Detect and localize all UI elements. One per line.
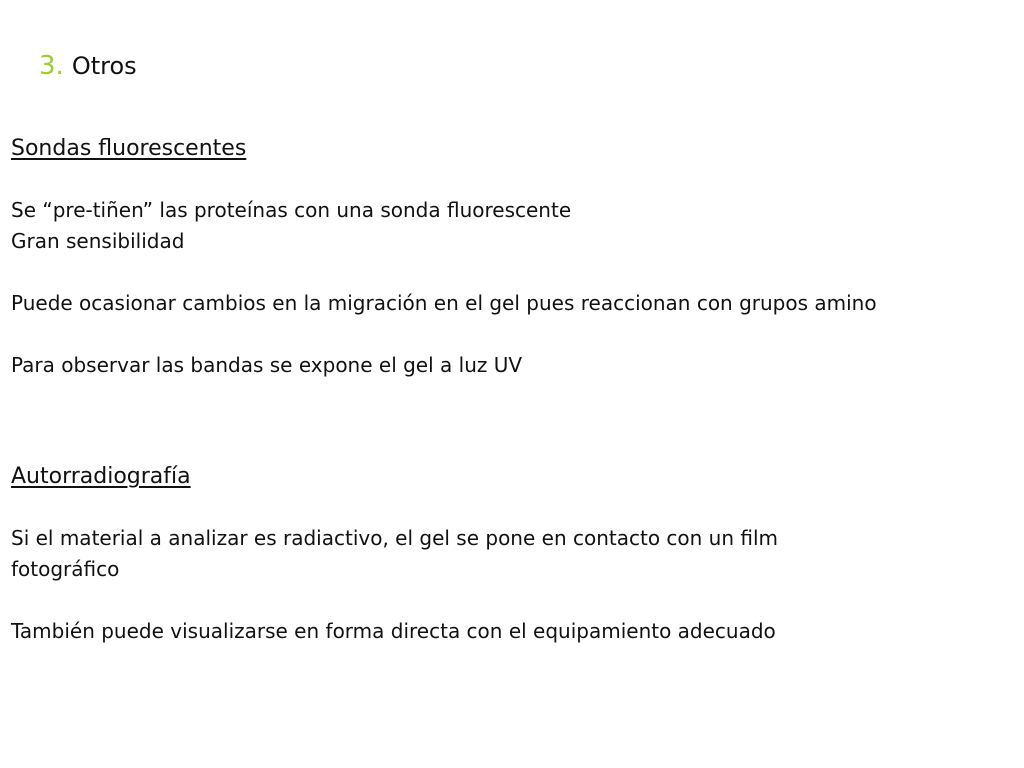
body-line: Se “pre-tiñen” las proteínas con una sonda fluorescente bbox=[11, 198, 572, 222]
spacer bbox=[11, 257, 1016, 288]
section-heading-autorradiografia: Autorradiografía bbox=[11, 464, 191, 489]
body-line: Para observar las bandas se expone el gel a luz UV bbox=[11, 353, 523, 377]
body-line: Si el material a analizar es radiactivo, el gel se pone en contacto con un film bbox=[11, 526, 779, 550]
spacer bbox=[11, 381, 1016, 461]
title-number: 3. bbox=[39, 51, 64, 81]
title-text: Otros bbox=[71, 52, 137, 80]
spacer bbox=[11, 319, 1016, 350]
section-heading-sondas: Sondas fluorescentes bbox=[11, 136, 247, 161]
body-line: fotográfico bbox=[11, 557, 120, 581]
body-line: Puede ocasionar cambios en la migración en el gel pues reaccionan con grupos amino bbox=[11, 291, 877, 315]
spacer bbox=[11, 492, 1016, 523]
slide-content bbox=[11, 133, 1016, 647]
body-line: También puede visualizarse en forma directa con el equipamiento adecuado bbox=[11, 619, 776, 643]
spacer bbox=[11, 585, 1016, 616]
spacer bbox=[11, 164, 1016, 195]
slide-title bbox=[39, 50, 137, 82]
body-line: Gran sensibilidad bbox=[11, 229, 185, 253]
